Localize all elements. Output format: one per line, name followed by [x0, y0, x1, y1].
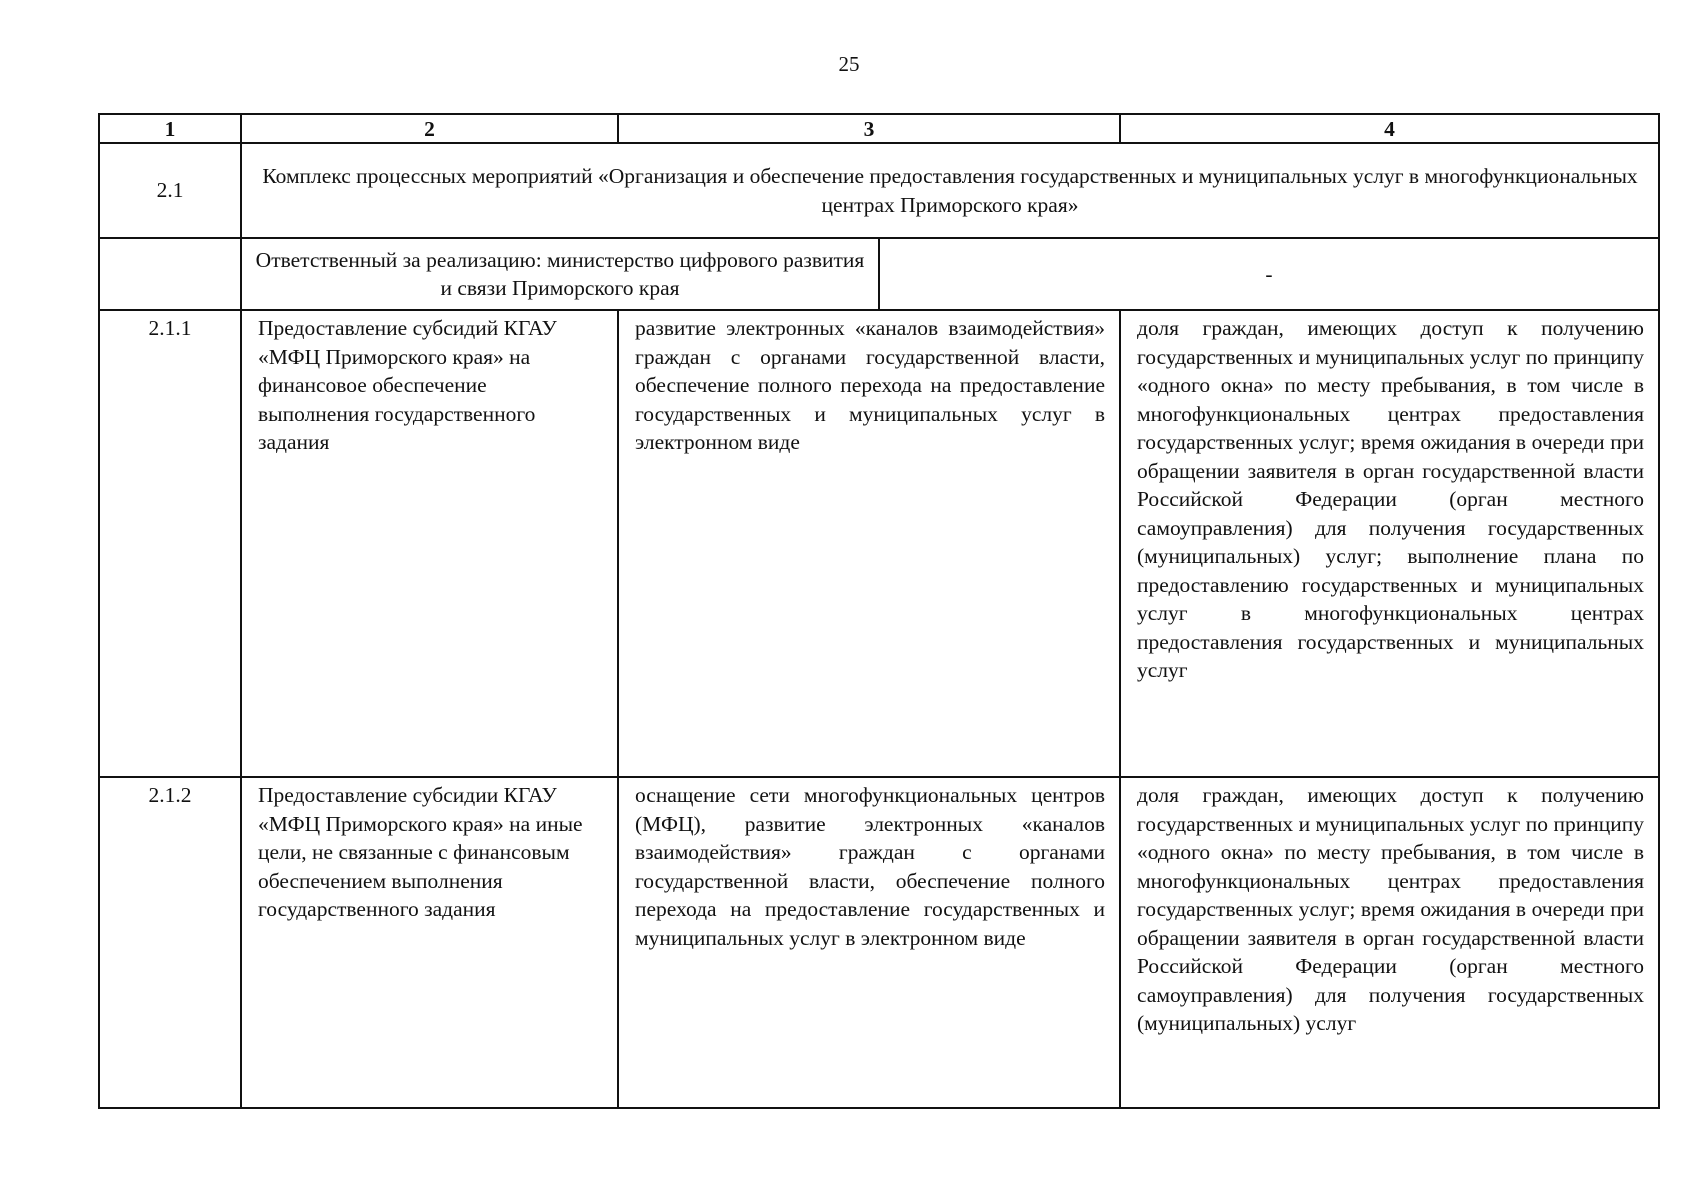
page-number: 25 — [838, 52, 860, 76]
table-row — [99, 310, 1659, 777]
measure-tasks: оснащение сети многофункциональных центров (МФЦ), развитие электронных «каналов взаимодействия» граждан с органами государственной власти, обеспечение полного перехода на предоставление государственных и муниципальных услуг в электронном виде — [618, 777, 1120, 1108]
responsible-label: Ответственный за реализацию: министерство цифрового развития и связи Приморского края — [242, 239, 880, 309]
measures-table — [98, 113, 1660, 1109]
responsible-value: - — [1265, 261, 1273, 286]
section-row — [99, 143, 1659, 238]
column-header-2: 2 — [241, 114, 618, 143]
measure-name: Предоставление субсидии КГАУ «МФЦ Приморского края» на иные цели, не связанные с финансовым обеспечением выполнения государственного задания — [241, 777, 618, 1108]
column-header-3: 3 — [618, 114, 1120, 143]
responsible-row — [99, 238, 1659, 310]
row-number: 2.1.1 — [99, 310, 241, 777]
column-header-4: 4 — [1120, 114, 1659, 143]
section-number: 2.1 — [99, 143, 241, 238]
measure-indicators: доля граждан, имеющих доступ к получению государственных и муниципальных услуг по принципу «одного окна» по месту пребывания, в том числе в многофункциональных центрах предоставления государственных услуг; время ожидания в очереди при обращении заявителя в орган государственной власти Российской Федерации (орган местного самоуправления) для получения государственных (муниципальных) услуг — [1120, 777, 1659, 1108]
row-number: 2.1.2 — [99, 777, 241, 1108]
responsible-cell — [241, 238, 1659, 310]
section-title: Комплекс процессных мероприятий «Организация и обеспечение предоставления государственных и муниципальных услуг в многофункциональных центрах Приморского края» — [241, 143, 1659, 238]
measure-indicators: доля граждан, имеющих доступ к получению государственных и муниципальных услуг по принципу «одного окна» по месту пребывания, в том числе в многофункциональных центрах предоставления государственных услуг; время ожидания в очереди при обращении заявителя в орган государственной власти Российской Федерации (орган местного самоуправления) для получения государственных (муниципальных) услуг; выполнение плана по предоставлению государственных и муниципальных услуг в многофункциональных центрах предоставления государственных и муниципальных услуг — [1120, 310, 1659, 777]
responsible-empty-cell — [99, 238, 241, 310]
table-row — [99, 777, 1659, 1108]
column-header-1: 1 — [99, 114, 241, 143]
table-header-row — [99, 114, 1659, 143]
measure-name: Предоставление субсидий КГАУ «МФЦ Приморского края» на финансовое обеспечение выполнения государственного задания — [241, 310, 618, 777]
measure-tasks: развитие электронных «каналов взаимодействия» граждан с органами государственной власти, обеспечение полного перехода на предоставление государственных и муниципальных услуг в электронном виде — [618, 310, 1120, 777]
